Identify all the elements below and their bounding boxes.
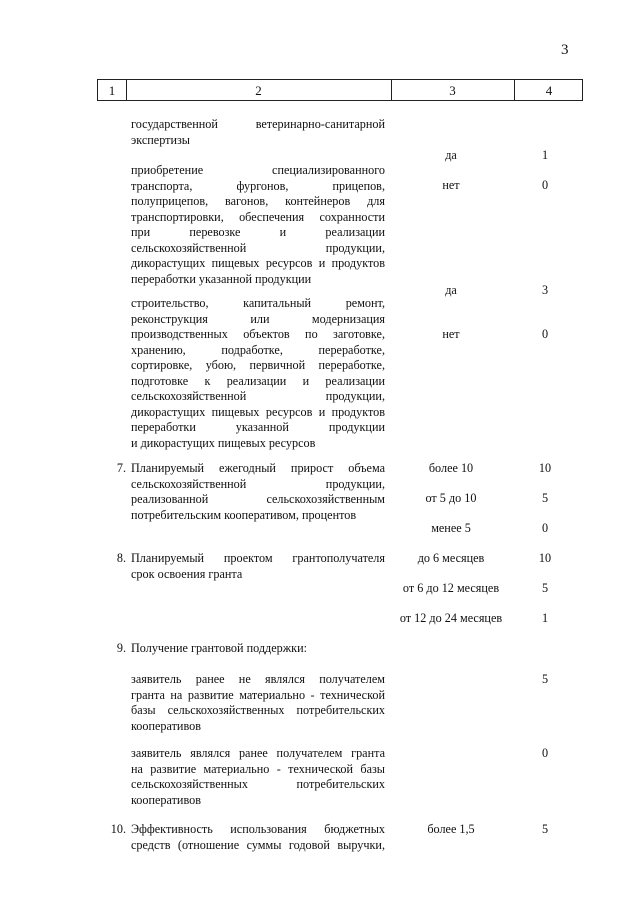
item-10-number: 10. <box>110 822 126 836</box>
item-8-text: Планируемый проектом грантополучателя срок освоения гранта <box>131 551 385 581</box>
block-b-col4-second: 3 <box>541 283 549 297</box>
item-8-opt-1-score: 10 <box>538 551 552 565</box>
item-10-col3: более 1,5 <box>427 822 475 836</box>
item-7-text: Планируемый ежегодный прирост объема сельскохозяйственной продукции, реализованной сельскохозяйственным потребительским кооперативом, процентов <box>131 461 385 522</box>
item-9-number: 9. <box>116 641 126 655</box>
block-a-col4: 1 <box>541 148 549 162</box>
page-number: 3 <box>561 42 569 58</box>
header-col-1: 1 <box>108 83 116 98</box>
block-b-col4: 0 <box>541 178 549 192</box>
block-a-text: государственной ветеринарно-санитарной экспертизы <box>131 117 385 147</box>
item-7-opt-3-score: 0 <box>541 521 549 535</box>
item-8-opt-3: от 12 до 24 месяцев <box>399 611 503 625</box>
header-col-4: 4 <box>545 83 553 98</box>
item-10-col4: 5 <box>541 822 549 836</box>
item-9-title: Получение грантовой поддержки: <box>131 641 307 655</box>
block-b-col3-second: да <box>445 283 457 297</box>
item-8-opt-1: до 6 месяцев <box>417 551 485 565</box>
item-9-sub-2-text: заявитель являлся ранее получателем гранта на развитие материально - технической базы сельскохозяйственных потребительских кооперативов <box>131 746 385 807</box>
item-8-opt-3-score: 1 <box>541 611 549 625</box>
item-8-opt-2: от 6 до 12 месяцев <box>402 581 500 595</box>
item-10-text: Эффективность использования бюджетных средств (отношение суммы годовой выручки, <box>131 822 385 852</box>
item-8-opt-2-score: 5 <box>541 581 549 595</box>
item-7-number: 7. <box>116 461 126 475</box>
item-9-sub-2-score: 0 <box>541 746 549 760</box>
block-c-col3: нет <box>442 327 460 341</box>
table-header <box>97 79 583 101</box>
item-7-opt-3: менее 5 <box>431 521 471 535</box>
item-8-number: 8. <box>116 551 126 565</box>
header-col-2: 2 <box>255 83 262 98</box>
header-col-3: 3 <box>449 83 456 98</box>
block-b-text: приобретение специализированного транспорта, фургонов, прицепов, полуприцепов, вагонов, контейнеров для транспортировки, обеспечения сохранности при перевозке и реализации сельскохозяйственной продукции, дикорастущих пищевых ресурсов и продуктов переработки указанной продукции <box>131 163 385 286</box>
block-b-col3: нет <box>442 178 460 192</box>
item-9-sub-1-score: 5 <box>541 672 549 686</box>
item-9-sub-1-text: заявитель ранее не являлся получателем гранта на развитие материально - технической базы сельскохозяйственных потребительских кооперативов <box>131 672 385 733</box>
item-7-opt-1-score: 10 <box>538 461 552 475</box>
block-c-col4: 0 <box>541 327 549 341</box>
item-7-opt-2: от 5 до 10 <box>425 491 477 505</box>
item-7-opt-1: более 10 <box>428 461 474 475</box>
item-7-opt-2-score: 5 <box>541 491 549 505</box>
block-a-col3: да <box>445 148 457 162</box>
block-c-text: строительство, капитальный ремонт, реконструкция или модернизация производственных объектов по заготовке, хранению, подработке, переработке, сортировке, убою, первичной переработке, подготовке к реализации и реализации сельскохозяйственной продукции, дикорастущих пищевых ресурсов и продуктов переработки указанной продукции и дикорастущих пищевых ресурсов <box>131 296 385 450</box>
